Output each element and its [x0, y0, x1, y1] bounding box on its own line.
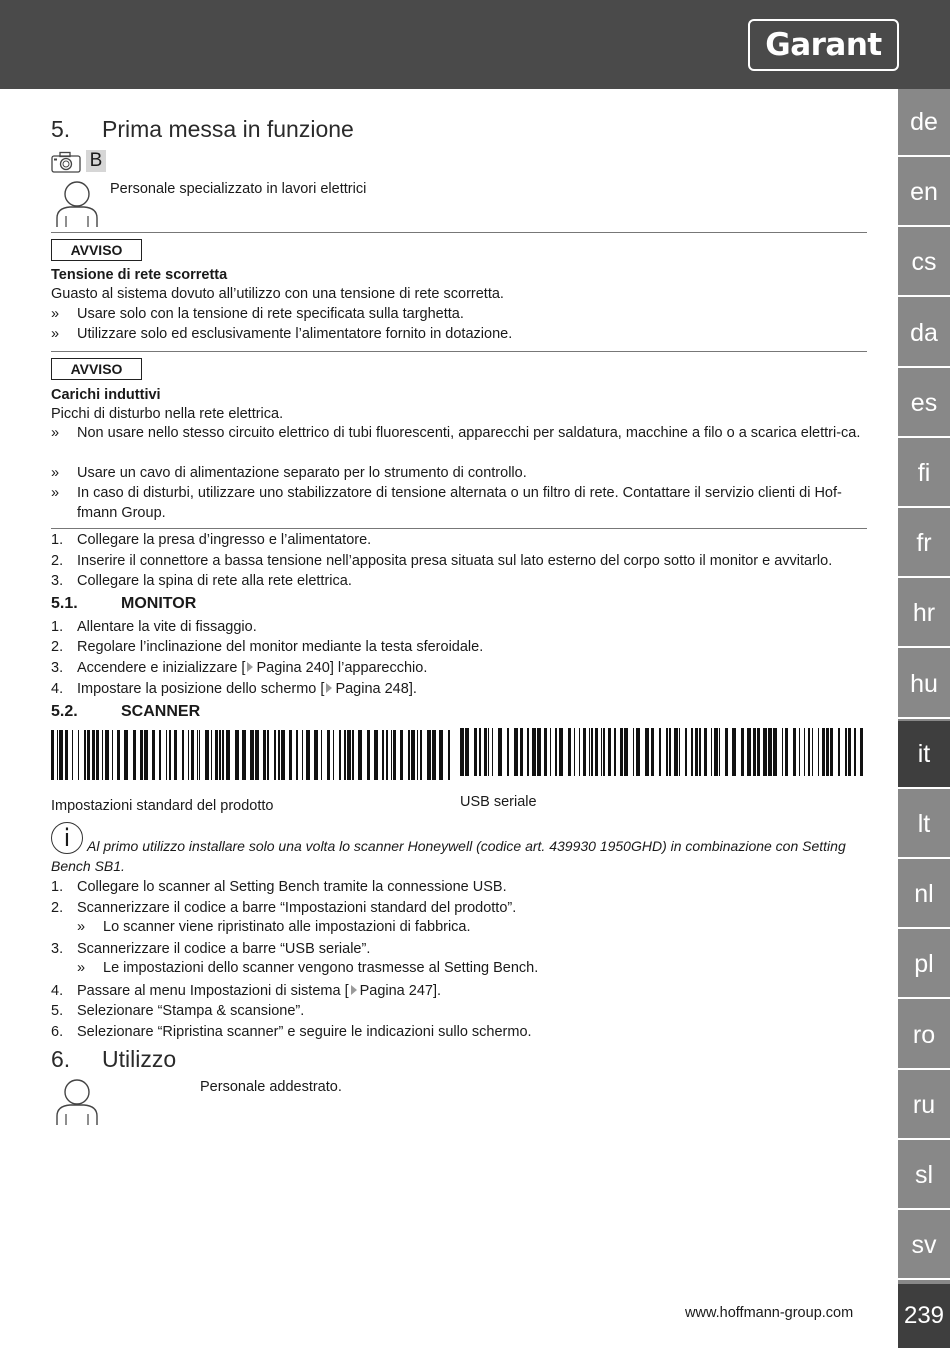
- barcode-bar: [59, 730, 63, 780]
- list-item: » Lo scanner viene ripristinato alle impostazioni di fabbrica.: [77, 919, 471, 935]
- page-link[interactable]: Pagina 240: [256, 660, 330, 676]
- barcode-bar: [391, 730, 392, 780]
- barcode-bar: [793, 728, 796, 776]
- barcode-bar: [393, 730, 396, 780]
- barcode-bar: [695, 728, 698, 776]
- barcode-bar: [57, 730, 58, 780]
- language-tab-sl[interactable]: sl: [898, 1142, 950, 1210]
- barcode-bar: [465, 728, 469, 776]
- barcode-bar: [544, 728, 547, 776]
- barcode-bar: [636, 728, 640, 776]
- list-item: » Utilizzare solo ed esclusivamente l’alimentatore fornito in dotazione.: [51, 326, 513, 342]
- barcode-bar: [568, 728, 571, 776]
- list-item: 3. Scannerizzare il codice a barre “USB seriale”.: [51, 941, 371, 957]
- barcode-bar: [520, 728, 523, 776]
- list-item: 5. Selezionare “Stampa & scansione”.: [51, 1003, 305, 1019]
- barcode-bar: [367, 730, 370, 780]
- barcode-bar: [785, 728, 788, 776]
- barcode-bar: [674, 728, 678, 776]
- language-tab-it[interactable]: it: [898, 721, 950, 789]
- list-item: 1. Collegare la presa d’ingresso e l’alimentatore.: [51, 532, 372, 548]
- list-item: 2. Scannerizzare il codice a barre “Impostazioni standard del prodotto”.: [51, 900, 517, 916]
- barcode-bar: [169, 730, 171, 780]
- barcode-product-defaults: [51, 730, 456, 780]
- list-item: 2. Regolare l’inclinazione del monitor mediante la testa sferoidale.: [51, 639, 484, 655]
- barcode-bar: [620, 728, 623, 776]
- section-6-heading: 6. Utilizzo: [51, 1046, 177, 1072]
- barcode-bar: [448, 730, 450, 780]
- barcode-bar: [327, 730, 330, 780]
- notice-text: Picchi di disturbo nella rete elettrica.: [51, 406, 284, 422]
- barcode-bar: [263, 730, 266, 780]
- barcode-bar: [400, 730, 403, 780]
- section-5-1-heading: 5.1. MONITOR: [51, 595, 197, 612]
- notice-heading: Tensione di rete scorretta: [51, 267, 228, 283]
- barcode-bar: [838, 728, 840, 776]
- barcode-bar: [166, 730, 167, 780]
- language-tab-ru[interactable]: ru: [898, 1072, 950, 1140]
- barcode-bar: [386, 730, 388, 780]
- barcode-bar: [719, 728, 720, 776]
- page-link[interactable]: Pagina 247: [359, 983, 433, 999]
- barcode-bar: [550, 728, 551, 776]
- garant-logo: Garant: [748, 19, 899, 71]
- barcode-bar: [278, 730, 280, 780]
- barcode-bar: [133, 730, 136, 780]
- barcode-bar: [235, 730, 239, 780]
- language-tab-en[interactable]: en: [898, 159, 950, 227]
- barcode-bar: [199, 730, 200, 780]
- barcode-bar: [651, 728, 654, 776]
- page-number: 239: [898, 1284, 950, 1348]
- language-tab-ro[interactable]: ro: [898, 1002, 950, 1070]
- barcode-bar: [826, 728, 829, 776]
- barcode-bar: [274, 730, 276, 780]
- barcode-bar: [854, 728, 856, 776]
- barcode-bar: [333, 730, 334, 780]
- barcode-bar: [358, 730, 362, 780]
- language-tab-es[interactable]: es: [898, 370, 950, 438]
- barcode-bar: [685, 728, 687, 776]
- barcode-bar: [197, 730, 198, 780]
- list-item: 2. Inserire il connettore a bassa tensione nell’apposita presa situata sul lato esterno del corpo sotto il monitor e avvitarlo.: [51, 553, 833, 569]
- section-5-2-heading: 5.2. SCANNER: [51, 703, 201, 720]
- barcode-bar: [498, 728, 502, 776]
- barcode-bar: [72, 730, 73, 780]
- barcode-bar: [757, 728, 760, 776]
- notice-label: AVVISO: [51, 358, 142, 380]
- barcode-usb-serial: [460, 728, 865, 776]
- barcode-bar: [679, 728, 680, 776]
- section-title: Prima messa in funzione: [102, 116, 354, 142]
- barcode-bar: [321, 730, 322, 780]
- barcode-bar: [51, 730, 54, 780]
- barcode-bar: [191, 730, 194, 780]
- link-arrow-icon: [351, 985, 357, 995]
- barcode-bar: [848, 728, 851, 776]
- barcode-bar: [773, 728, 777, 776]
- list-item: 4. Passare al menu Impostazioni di sistema [ Pagina 247].: [51, 983, 442, 999]
- divider: [51, 232, 867, 233]
- language-tab-fi[interactable]: fi: [898, 440, 950, 508]
- barcode-bar: [205, 730, 209, 780]
- barcode-bar: [432, 730, 436, 780]
- barcode-bar: [532, 728, 536, 776]
- barcode-bar: [484, 728, 487, 776]
- barcode-bar: [222, 730, 224, 780]
- camera-icon: [51, 151, 81, 173]
- barcode-bar: [579, 728, 580, 776]
- language-tab-hr[interactable]: hr: [898, 580, 950, 648]
- list-item: » Usare un cavo di alimentazione separato per lo strumento di controllo.: [51, 465, 527, 481]
- barcode-bar: [352, 730, 354, 780]
- info-icon: i: [51, 822, 83, 854]
- barcode-bar: [289, 730, 292, 780]
- personnel-requirement: Personale specializzato in lavori elettrici: [110, 181, 367, 197]
- barcode-bar: [763, 728, 767, 776]
- language-tab-sv[interactable]: sv: [898, 1212, 950, 1280]
- barcode-bar: [768, 728, 772, 776]
- page-link[interactable]: Pagina 248: [335, 681, 409, 697]
- barcode-bar: [306, 730, 310, 780]
- language-tab-fr[interactable]: fr: [898, 510, 950, 578]
- barcode-bar: [704, 728, 707, 776]
- barcode-bar: [250, 730, 254, 780]
- barcode-bar: [215, 730, 218, 780]
- barcode-bar: [507, 728, 509, 776]
- barcode-bar: [659, 728, 661, 776]
- barcode-bar: [537, 728, 541, 776]
- barcode-bar: [174, 730, 177, 780]
- barcode-bar: [711, 728, 712, 776]
- barcode-bar: [78, 730, 79, 780]
- figure-reference-badge: B: [86, 150, 106, 172]
- barcode-bar: [460, 728, 464, 776]
- barcode-bar: [645, 728, 649, 776]
- barcode-bar: [753, 728, 756, 776]
- barcode-bar: [714, 728, 718, 776]
- list-item: 1. Collegare lo scanner al Setting Bench tramite la connessione USB.: [51, 879, 507, 895]
- section-number: 5.: [51, 116, 71, 142]
- barcode-bar: [822, 728, 825, 776]
- barcode-bar: [830, 728, 833, 776]
- section-5-heading: [51, 116, 354, 143]
- barcode-bar: [347, 730, 351, 780]
- barcode-bar: [614, 728, 616, 776]
- barcode-bar: [741, 728, 744, 776]
- person-icon: [54, 1078, 100, 1126]
- barcode-bar: [583, 728, 586, 776]
- barcode-bar: [281, 730, 285, 780]
- barcode-bar: [102, 730, 103, 780]
- list-item: » Usare solo con la tensione di rete specificata sulla targhetta.: [51, 306, 464, 322]
- barcode-bar: [96, 730, 99, 780]
- barcode-bar: [845, 728, 847, 776]
- barcode-bar: [669, 728, 671, 776]
- barcode-bar: [427, 730, 431, 780]
- list-item: 4. Impostare la posizione dello schermo [ Pagina 248].: [51, 681, 417, 697]
- barcode-bar: [595, 728, 598, 776]
- language-tab-cs[interactable]: cs: [898, 229, 950, 297]
- personnel-requirement: Personale addestrato.: [200, 1079, 342, 1095]
- language-tab-lt[interactable]: lt: [898, 791, 950, 859]
- barcode-bar: [226, 730, 230, 780]
- barcode-bar: [474, 728, 477, 776]
- barcode-bar: [374, 730, 378, 780]
- barcode-bar: [314, 730, 318, 780]
- barcode-bar: [488, 728, 489, 776]
- list-item: 3. Accendere e inizializzare [ Pagina 240] l’apparecchio.: [51, 660, 428, 676]
- barcode-bar: [417, 730, 418, 780]
- footer-url[interactable]: www.hoffmann-group.com: [685, 1305, 854, 1321]
- barcode-bar: [65, 730, 68, 780]
- info-note: Al primo utilizzo installare solo una volta lo scanner Honeywell (codice art. 439930 1950GHD) in combinazione con Setting Bench SB1.: [51, 838, 846, 874]
- barcode-bar: [408, 730, 410, 780]
- link-arrow-icon: [326, 683, 332, 693]
- link-arrow-icon: [247, 662, 253, 672]
- barcode-bar: [296, 730, 298, 780]
- language-tab-hu[interactable]: hu: [898, 651, 950, 719]
- barcode-bar: [87, 730, 90, 780]
- barcode-bar: [691, 728, 693, 776]
- barcode-bar: [302, 730, 303, 780]
- notice-text: Guasto al sistema dovuto all’utilizzo con una tensione di rete scorretta.: [51, 286, 504, 302]
- barcode-bar: [591, 728, 593, 776]
- barcode-bar: [84, 730, 86, 780]
- barcode-bar: [732, 728, 736, 776]
- barcode-bar: [242, 730, 246, 780]
- barcode-bar: [112, 730, 113, 780]
- barcode-bar: [747, 728, 751, 776]
- list-item: 6. Selezionare “Ripristina scanner” e seguire le indicazioni sullo schermo.: [51, 1024, 532, 1040]
- barcode-bar: [219, 730, 221, 780]
- language-tab-da[interactable]: da: [898, 300, 950, 368]
- barcode-bar: [589, 728, 590, 776]
- barcode-bar: [633, 728, 634, 776]
- divider: [51, 351, 867, 352]
- barcode-bar: [725, 728, 728, 776]
- barcode-bar: [666, 728, 668, 776]
- language-tab-de[interactable]: de: [898, 89, 950, 157]
- barcode-bar: [555, 728, 557, 776]
- notice-heading: Carichi induttivi: [51, 387, 161, 403]
- barcode-bar: [574, 728, 575, 776]
- barcode-bar: [152, 730, 155, 780]
- barcode-bar: [818, 728, 819, 776]
- list-item: » Le impostazioni dello scanner vengono trasmesse al Setting Bench.: [77, 960, 539, 976]
- barcode-bar: [860, 728, 863, 776]
- barcode-label: USB seriale: [460, 794, 537, 810]
- barcode-bar: [140, 730, 143, 780]
- barcode-bar: [804, 728, 805, 776]
- barcode-bar: [117, 730, 120, 780]
- barcode-bar: [559, 728, 563, 776]
- barcode-bar: [601, 728, 602, 776]
- barcode-bar: [159, 730, 161, 780]
- barcode-bar: [267, 730, 269, 780]
- notice-label: AVVISO: [51, 239, 142, 261]
- barcode-bar: [782, 728, 783, 776]
- barcode-bar: [255, 730, 259, 780]
- language-tab-nl[interactable]: nl: [898, 861, 950, 929]
- divider: [51, 528, 867, 529]
- barcode-bar: [339, 730, 341, 780]
- barcode-bar: [124, 730, 128, 780]
- barcode-bar: [182, 730, 184, 780]
- list-item: 1. Allentare la vite di fissaggio.: [51, 619, 257, 635]
- barcode-bar: [608, 728, 611, 776]
- barcode-bar: [514, 728, 518, 776]
- barcode-bar: [527, 728, 529, 776]
- barcode-bar: [699, 728, 701, 776]
- barcode-label: Impostazioni standard del prodotto: [51, 798, 274, 814]
- language-tab-pl[interactable]: pl: [898, 931, 950, 999]
- barcode-bar: [492, 728, 493, 776]
- barcode-bar: [624, 728, 628, 776]
- barcode-bar: [344, 730, 346, 780]
- barcode-bar: [799, 728, 800, 776]
- page-header: [0, 0, 950, 89]
- list-item: 3. Collegare la spina di rete alla rete elettrica.: [51, 573, 352, 589]
- list-item: » In caso di disturbi, utilizzare uno stabilizzatore di tensione alternata o un filtro di rete. Contattare il servizio clienti di Hof-fmann Group.: [51, 485, 842, 521]
- barcode-bar: [92, 730, 95, 780]
- barcode-bar: [188, 730, 189, 780]
- person-icon: [54, 180, 100, 228]
- barcode-bar: [382, 730, 384, 780]
- barcode-bar: [420, 730, 422, 780]
- barcode-bar: [411, 730, 415, 780]
- barcode-bar: [808, 728, 810, 776]
- language-sidebar: [898, 89, 950, 1348]
- list-item: » Non usare nello stesso circuito elettrico di tubi fluorescenti, apparecchi per saldatura, macchine a filo o a scarica elettri-ca.: [51, 425, 861, 441]
- barcode-bar: [211, 730, 212, 780]
- barcode-bar: [812, 728, 813, 776]
- barcode-bar: [144, 730, 148, 780]
- barcode-bar: [439, 730, 443, 780]
- barcode-bar: [479, 728, 481, 776]
- barcode-bar: [603, 728, 605, 776]
- barcode-bar: [105, 730, 109, 780]
